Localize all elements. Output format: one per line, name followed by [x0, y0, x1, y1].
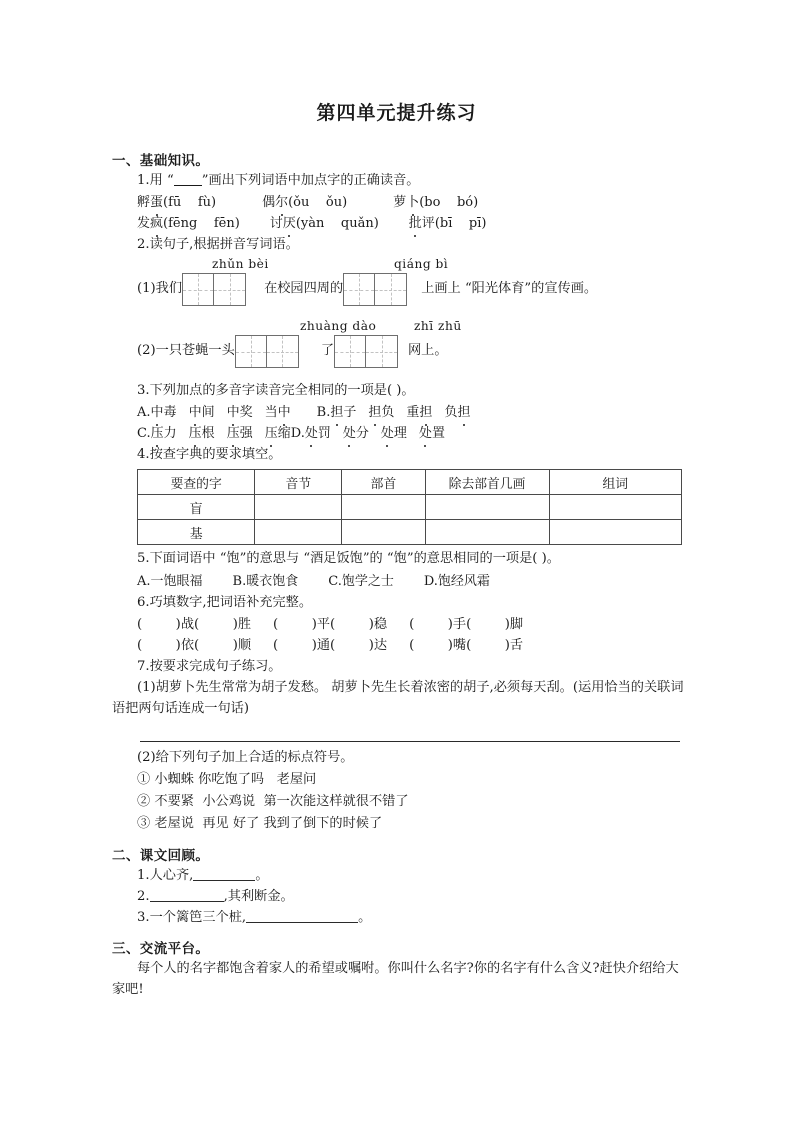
q3-optA-label: A. [137, 405, 151, 421]
question-4-prompt: 4.按查字典的要求填空。 [137, 447, 282, 463]
col-header-syllable: 音节 [255, 470, 342, 495]
question-3-prompt: 3.下列加点的多音字读音完全相同的一项是( )。 [137, 383, 415, 399]
col-header-strokes: 除去部首几画 [425, 470, 549, 495]
q2-item2-tail: 网上。 [408, 343, 448, 359]
underline-mark [174, 174, 202, 186]
q3-a1-dotted: 中 [151, 402, 164, 423]
worksheet-body [112, 140, 685, 1002]
cell-word[interactable] [549, 495, 681, 520]
section-heading-3: 三、交流平台。 [112, 941, 210, 958]
cell-strokes[interactable] [425, 495, 549, 520]
q6-r1-g3[interactable]: ( )手( )脚 [409, 616, 524, 632]
question-7-prompt: 7.按要求完成句子练习。 [137, 659, 282, 675]
question-6-prompt: 6.巧填数字,把词语补充完整。 [137, 594, 313, 610]
col-header-character: 要查的字 [138, 470, 255, 495]
q1-w1-pinyin: (fū fù) [163, 195, 217, 211]
q7-punct-item-1[interactable]: ① 小蜘蛛 你吃饱了吗 老屋问 [137, 772, 317, 788]
grid-cell[interactable] [214, 274, 245, 305]
q3-options-row-1: A.中毒 中间 中奖 当中 B.担子 担负 重担 负担 [112, 402, 685, 423]
q2-item2-mid: 了 [320, 343, 334, 359]
cell-word[interactable] [549, 520, 681, 545]
q1-w3-char1: 萝 [393, 195, 407, 211]
col-header-word: 组词 [549, 470, 681, 495]
grid-cell[interactable] [366, 336, 397, 367]
q5-option-b[interactable]: B.暖衣饱食 [232, 573, 299, 589]
q7-item-2-prompt: (2)给下列句子加上合适的标点符号。 [137, 750, 354, 766]
q1-w3-pinyin: (bo bó) [419, 195, 479, 211]
fill-blank[interactable] [150, 889, 224, 902]
q1-w3-char2-dotted: 卜 [406, 192, 419, 213]
question-1-prompt [112, 171, 685, 191]
q1-w6-char2: 评 [421, 216, 435, 232]
q1-w2-char2-dotted: 尔 [275, 192, 288, 213]
q1-w6-char1-dotted: 批 [409, 213, 422, 234]
q3-c4-dotted: 压 [265, 423, 278, 444]
page-title: 第四单元提升练习 [316, 102, 477, 124]
q1-w4-char2-dotted: 疯 [150, 213, 163, 234]
q7-punct-item-2[interactable]: ② 不要紧 小公鸡说 第一次能这样就很不错了 [137, 794, 409, 810]
section3-paragraph: 每个人的名字都饱含着家人的希望或嘱咐。你叫什么名字?你的名字有什么含义?赶快介绍给大家吧! [112, 961, 679, 997]
q2-item2-sentence [137, 335, 685, 368]
q3-optB-label: B. [316, 405, 331, 421]
section2-item-1 [112, 866, 685, 886]
s2-i2-post: ,其利断金。 [223, 888, 294, 904]
section2-item-3 [112, 908, 685, 928]
q3-b1-dotted: 担 [330, 402, 343, 423]
q2-item2-label: (2)一只苍蝇一头 [137, 343, 235, 359]
q6-row-2 [112, 635, 685, 656]
q3-c3-dotted: 压 [227, 423, 240, 444]
grid-cell[interactable] [335, 336, 366, 367]
fill-blank[interactable] [193, 868, 255, 881]
cell-strokes[interactable] [425, 520, 549, 545]
cell-character: 基 [138, 520, 255, 545]
tianzige-grid-qiangbi[interactable] [343, 273, 407, 306]
grid-cell[interactable] [267, 336, 298, 367]
q2-item1-pinyin-row [137, 256, 685, 273]
s2-i1-post: 。 [255, 867, 269, 883]
answer-write-line[interactable] [140, 740, 680, 742]
q5-option-a[interactable]: A.一饱眼福 [137, 573, 203, 589]
question-5-prompt: 5.下面词语中 “饱”的意思与 “酒足饭饱”的 “饱”的意思相同的一项是( )。 [137, 551, 560, 567]
q1-w2-char1: 偶 [262, 195, 276, 211]
table-row [138, 520, 682, 545]
q2-item1-label: (1)我们 [137, 281, 183, 297]
q3-b3-dotted: 担 [419, 402, 432, 423]
table-header-row [138, 470, 682, 495]
q3-a4-dotted: 中 [278, 402, 291, 423]
s2-i3-post: 。 [358, 910, 372, 926]
q1-w2-pinyin: (ǒu ǒu) [288, 195, 348, 211]
q2-item-2 [112, 318, 685, 368]
q1-w4-char1: 发 [137, 216, 151, 232]
grid-cell[interactable] [375, 274, 406, 305]
q3-c2-dotted: 压 [189, 423, 202, 444]
q3-a3-dotted: 中 [227, 402, 240, 423]
q5-option-c[interactable]: C.饱学之士 [328, 573, 394, 589]
q3-d3-dotted: 处 [381, 423, 394, 444]
q6-r1-g2[interactable]: ( )平( )稳 [273, 616, 388, 632]
q3-b2-dotted: 担 [368, 402, 381, 423]
q6-r2-g1[interactable]: ( )依( )顺 [137, 637, 252, 653]
section2-item-2 [112, 887, 685, 907]
q3-a2-dotted: 中 [189, 402, 202, 423]
q3-d2-dotted: 处 [343, 423, 356, 444]
q2-item1-pinyin-2: qiáng bì [394, 257, 449, 272]
grid-cell[interactable] [183, 274, 214, 305]
q3-optC-label: C. [137, 426, 151, 442]
q1-w4-pinyin: (fēng fēn) [163, 216, 240, 232]
section-heading-2: 二、课文回顾。 [112, 847, 210, 864]
q2-item1-sentence [137, 273, 685, 306]
s2-i1-pre: 1.人心齐, [137, 867, 194, 883]
cell-radical[interactable] [342, 520, 425, 545]
fill-blank[interactable] [246, 910, 358, 923]
q3-d4-dotted: 处 [419, 423, 432, 444]
q1-w5-char1: 讨 [269, 216, 283, 232]
tianzige-grid-zhunbei[interactable] [182, 273, 246, 306]
q2-item2-pinyin-1: zhuàng dào [300, 319, 377, 334]
q6-r2-g2[interactable]: ( )通( )达 [273, 637, 388, 653]
q3-d1-dotted: 处 [305, 423, 318, 444]
q1-w5-pinyin: (yàn quǎn) [295, 216, 379, 232]
q2-item2-pinyin-row [137, 318, 685, 335]
tianzige-grid-zhuangdao[interactable] [235, 335, 299, 368]
q1-prompt-part-b: ”画出下列词语中加点字的正确读音。 [201, 173, 420, 188]
q5-option-d[interactable]: D.饱经风霜 [423, 573, 490, 589]
q2-item2-pinyin-2: zhī zhū [414, 319, 462, 334]
q1-word-row-2 [112, 213, 685, 234]
q3-options-row-2: C.压力 压根 压强 压缩D.处罚 处分 处理 处置 [112, 423, 685, 444]
q3-c1-dotted: 压 [151, 423, 164, 444]
dictionary-lookup-table [137, 469, 682, 545]
q1-w1-char1: 孵 [137, 195, 151, 211]
grid-cell[interactable] [344, 274, 375, 305]
q2-item-1 [112, 256, 685, 306]
cell-character: 盲 [138, 495, 255, 520]
q7-item-1: (1)胡萝卜先生常常为胡子发愁。 胡萝卜先生长着浓密的胡子,必须每天刮。(运用恰当的关联词语把两句话连成一句话) [112, 680, 684, 717]
q1-prompt-part-a: 1.用 “ [137, 173, 174, 188]
question-2-prompt: 2.读句子,根据拼音写词语。 [137, 237, 299, 253]
col-header-radical: 部首 [342, 470, 425, 495]
q5-options [112, 571, 685, 592]
cell-radical[interactable] [342, 495, 425, 520]
q6-row-1 [112, 614, 685, 635]
q3-b4-dotted: 担 [457, 402, 470, 423]
tianzige-grid-zhizhu[interactable] [334, 335, 398, 368]
q2-item1-mid: 在校园四周的 [264, 281, 344, 297]
q1-w1-char2-dotted: 蛋 [150, 192, 163, 213]
s2-i3-pre: 3.一个篱笆三个桩, [137, 910, 247, 926]
q1-w6-pinyin: (bī pī) [434, 216, 487, 232]
q1-w5-char2-dotted: 厌 [283, 213, 296, 234]
s2-i2-pre: 2. [137, 888, 150, 904]
cell-syllable[interactable] [255, 520, 342, 545]
q2-item1-pinyin-1: zhǔn bèi [212, 257, 269, 272]
q1-word-row-1 [112, 192, 685, 213]
q7-punct-item-3[interactable]: ③ 老屋说 再见 好了 我到了倒下的时候了 [137, 816, 383, 832]
table-row [138, 495, 682, 520]
q2-item1-tail: 上画上 “阳光体育”的宣传画。 [421, 281, 598, 297]
cell-syllable[interactable] [255, 495, 342, 520]
q6-r1-g1[interactable]: ( )战( )胜 [137, 616, 252, 632]
grid-cell[interactable] [236, 336, 267, 367]
section-heading-1: 一、基础知识。 [112, 153, 210, 169]
q6-r2-g3[interactable]: ( )嘴( )舌 [409, 637, 524, 653]
q3-optD-label: D. [290, 426, 305, 442]
